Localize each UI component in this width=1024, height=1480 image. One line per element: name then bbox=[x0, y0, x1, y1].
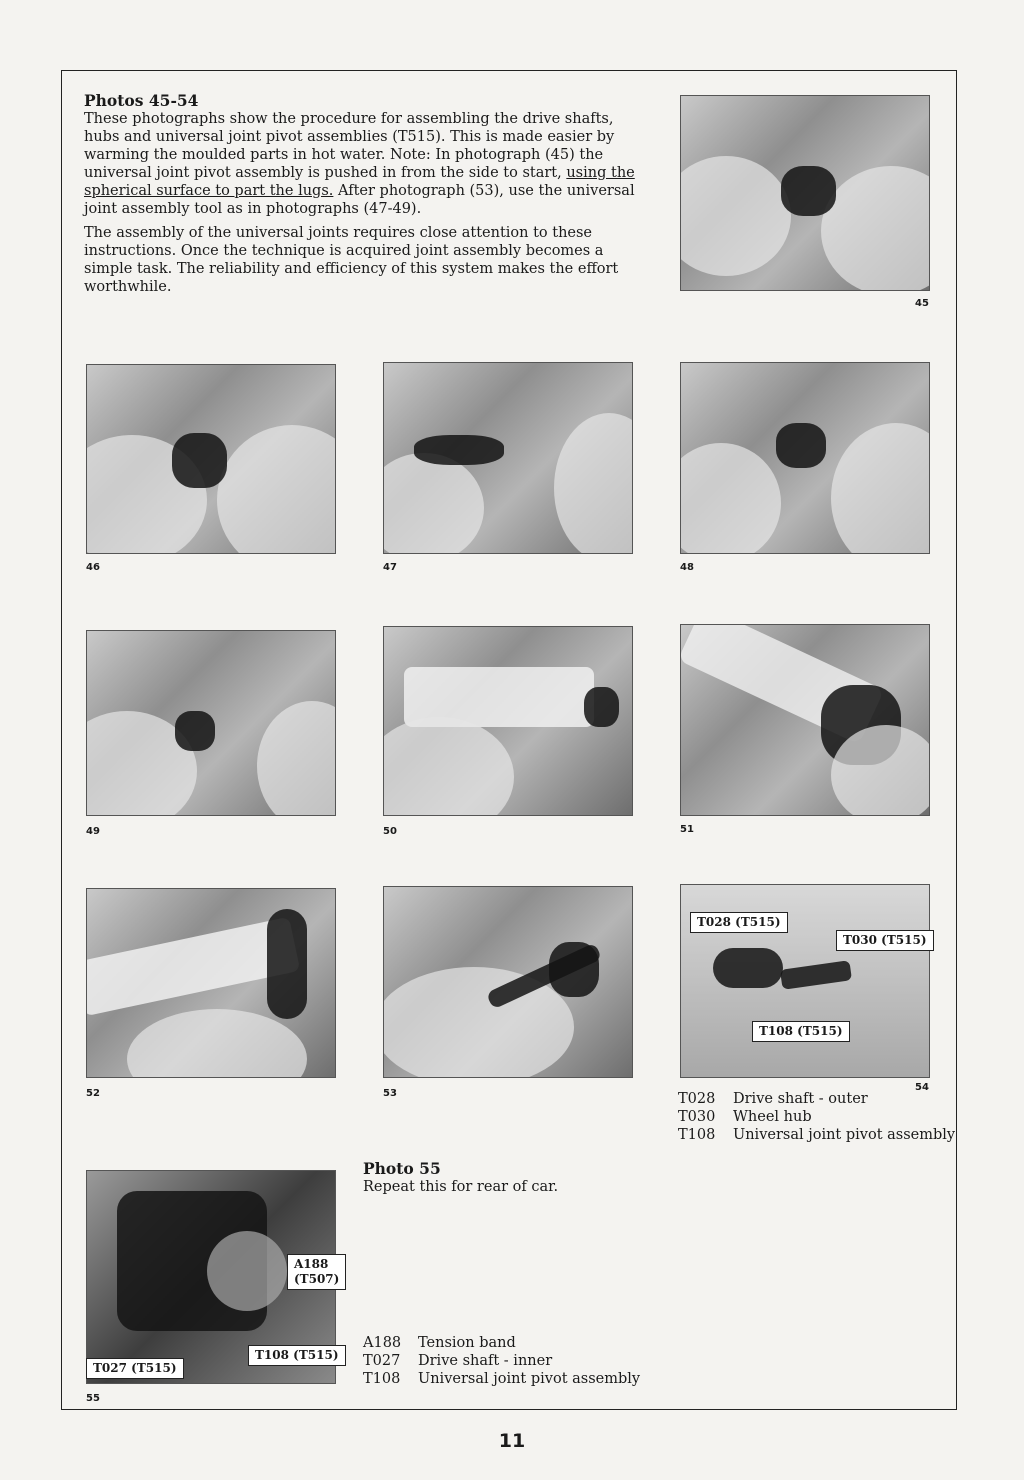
intro-title: Photos 45-54 bbox=[84, 91, 199, 110]
photo-55-title: Photo 55 bbox=[363, 1159, 441, 1178]
photo-48-number: 48 bbox=[680, 562, 694, 573]
photo-54-tag-t028: T028 (T515) bbox=[690, 912, 788, 933]
photo-52 bbox=[86, 888, 336, 1078]
photo-51 bbox=[680, 624, 930, 816]
photo-49 bbox=[86, 630, 336, 816]
photo-52-number: 52 bbox=[86, 1088, 100, 1099]
intro-para1b-underlined: using the spherical surface to part the lugs. bbox=[84, 165, 635, 199]
intro-para1c: After photograph (53), use the universal joint assembly tool as in photographs (47-49). bbox=[84, 183, 635, 217]
photo-55-text: Repeat this for rear of car. bbox=[363, 1179, 559, 1195]
photo-54-legend bbox=[678, 1090, 955, 1144]
legend-row: T030 Wheel hub bbox=[678, 1109, 812, 1125]
photo-50 bbox=[383, 626, 633, 816]
intro-text bbox=[84, 92, 644, 302]
photo-55-tag-t108: T108 (T515) bbox=[248, 1345, 346, 1366]
page-number: 11 bbox=[498, 1430, 526, 1452]
photo-55-tag-t027: T027 (T515) bbox=[86, 1358, 184, 1379]
photo-50-number: 50 bbox=[383, 826, 397, 837]
photo-54-tag-t108: T108 (T515) bbox=[752, 1021, 850, 1042]
photo-55-caption bbox=[363, 1160, 558, 1196]
photo-55-legend bbox=[363, 1334, 640, 1388]
photo-55-tag-a188: A188 (T507) bbox=[287, 1254, 346, 1290]
photo-47-number: 47 bbox=[383, 562, 397, 573]
intro-para1b: Note: In photograph (45) the universal joint pivot assembly is pushed in from the side to start, bbox=[84, 147, 604, 181]
photo-49-number: 49 bbox=[86, 826, 100, 837]
photo-46-number: 46 bbox=[86, 562, 100, 573]
intro-para2: The assembly of the universal joints requires close attention to these instructions. Once the technique is acquired joint assembly becomes a simple task. The reliability and efficiency of this system makes the effort worthwhile. bbox=[84, 225, 619, 295]
photo-45-number: 45 bbox=[915, 298, 929, 309]
photo-54-number: 54 bbox=[915, 1082, 929, 1093]
intro-para1a: These photographs show the procedure for assembling the drive shafts, hubs and universal joint pivot assemblies (T515). This is made easier by warming the moulded parts in hot water. bbox=[84, 111, 615, 163]
photo-53 bbox=[383, 886, 633, 1078]
legend-row: T028 Drive shaft - outer bbox=[678, 1091, 868, 1107]
photo-53-number: 53 bbox=[383, 1088, 397, 1099]
photo-51-number: 51 bbox=[680, 824, 694, 835]
photo-55-number: 55 bbox=[86, 1393, 100, 1404]
legend-row: T108 Universal joint pivot assembly bbox=[363, 1371, 641, 1387]
photo-46 bbox=[86, 364, 336, 554]
photo-45 bbox=[680, 95, 930, 291]
legend-row: T108 Universal joint pivot assembly bbox=[678, 1127, 956, 1143]
legend-row: A188 Tension band bbox=[363, 1335, 516, 1351]
photo-47 bbox=[383, 362, 633, 554]
photo-48 bbox=[680, 362, 930, 554]
legend-row: T027 Drive shaft - inner bbox=[363, 1353, 553, 1369]
photo-54-tag-t030: T030 (T515) bbox=[836, 930, 934, 951]
